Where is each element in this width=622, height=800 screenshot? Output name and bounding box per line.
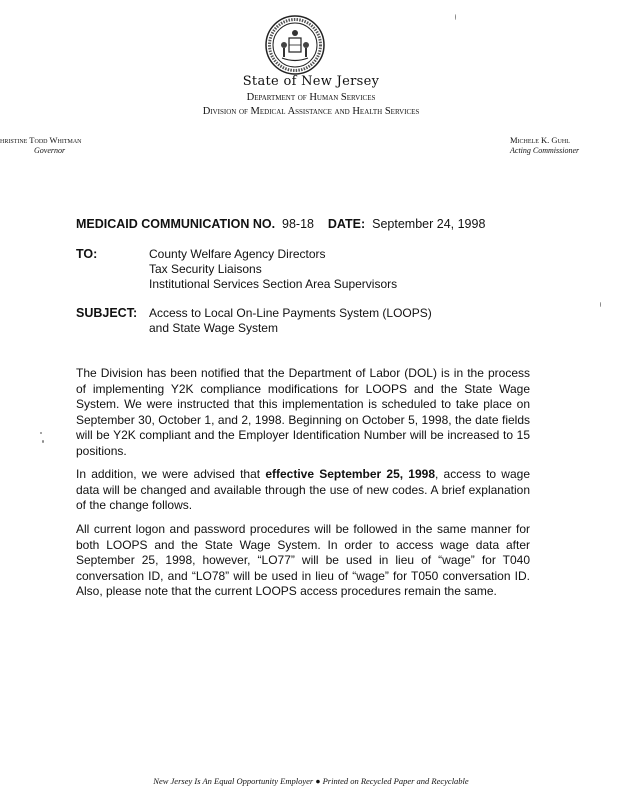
scan-speck — [40, 432, 42, 434]
bullet-icon: ● — [315, 776, 321, 786]
scan-speck — [600, 302, 601, 307]
effective-date-emphasis: effective September 25, 1998 — [265, 467, 436, 481]
governor-name: hristine Todd Whitman — [0, 135, 82, 145]
paragraph-text: In addition, we were advised that — [76, 467, 266, 481]
communication-label: MEDICAID COMMUNICATION NO. — [76, 217, 276, 231]
scan-speck — [455, 14, 456, 20]
footer-recycled: Printed on Recycled Paper and Recyclable — [322, 776, 469, 786]
body-paragraph-3: All current logon and password procedures will be followed in the same manner for both LOOPS and the State Wage System. In order to access wage data after September 25, 1998, however, “LO77” will be used in lieu of “wage” for T040 conversation ID, and “LO78” will be used in lieu of “wage” for T050 conversation ID. Also, please note that the current LOOPS access procedures remain the same. — [76, 522, 530, 598]
recipient-line: Institutional Services Section Area Supervisors — [149, 277, 398, 291]
division-name: Division of Medical Assistance and Health Services — [202, 106, 420, 117]
state-seal-icon — [264, 14, 326, 76]
communication-number: 98-18 — [282, 217, 314, 231]
footer — [0, 776, 622, 786]
subject-label: SUBJECT: — [76, 306, 138, 320]
to-recipients — [149, 247, 397, 292]
subject-line: Access to Local On-Line Payments System (LOOPS) — [149, 306, 432, 320]
commissioner-name: Michele K. Guhl — [510, 135, 570, 145]
recipient-line: County Welfare Agency Directors — [149, 247, 326, 261]
department-name: Department of Human Services — [246, 92, 376, 103]
date-value: September 24, 1998 — [372, 217, 486, 231]
commissioner-title: Acting Commissioner — [510, 146, 580, 155]
paragraph-text: , access to wage data will be changed and available through the use of new codes. A brief explanation of the change follows. — [76, 467, 530, 512]
date-label: DATE: — [327, 217, 366, 231]
subject-text — [149, 306, 432, 336]
body-paragraph-1: The Division has been notified that the Department of Labor (DOL) is in the process of implementing Y2K compliance modifications for LOOPS and the State Wage System. We were instructed that this implementation is scheduled to take place on September 30, October 1, and 2, 1998. Beginning on October 5, 1998, the date fields will be Y2K compliant and the Employer Identification Number will be increased to 15 positions. — [76, 366, 530, 458]
state-name: State of New Jersey — [242, 74, 380, 89]
body-paragraph-2 — [76, 467, 530, 514]
governor-title: Governor — [34, 146, 66, 155]
subject-line: and State Wage System — [149, 321, 278, 335]
recipient-line: Tax Security Liaisons — [149, 262, 262, 276]
to-label: TO: — [76, 247, 98, 261]
communication-header — [76, 217, 485, 231]
scan-speck — [42, 440, 44, 443]
footer-eoe: New Jersey Is An Equal Opportunity Employer — [153, 776, 314, 786]
